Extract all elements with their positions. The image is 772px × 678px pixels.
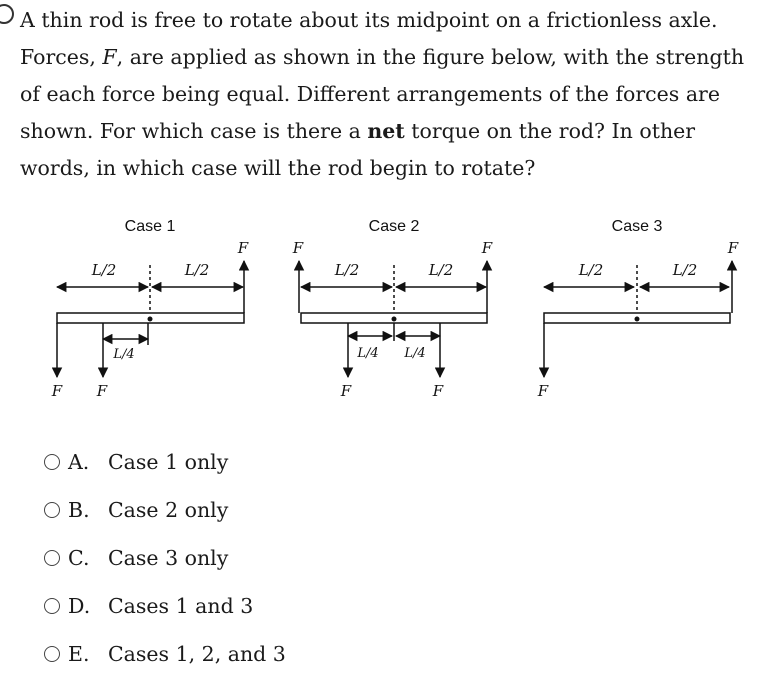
case-2-force-down-right-label: F	[432, 382, 444, 400]
case-3-force-up-label: F	[727, 239, 739, 257]
choice-d-text: Cases 1 and 3	[108, 594, 254, 618]
radio-d[interactable]	[44, 598, 60, 614]
question-part-1: A thin rod is free to rotate about its midpoint on a frictionless axle. Forces,	[20, 8, 718, 69]
question-emphasis-net: net	[367, 119, 405, 143]
case-2-quarter-left-label: L/4	[357, 346, 379, 361]
choice-c-letter: C.	[68, 546, 90, 570]
choice-c[interactable]	[44, 534, 286, 582]
question-part-3: torque on the rod? In other words, in which case will the rod begin to rotate?	[20, 119, 696, 180]
case-3-left-half-label: L/2	[578, 261, 604, 279]
choice-b-letter: B.	[68, 498, 90, 522]
radio-e[interactable]	[44, 646, 60, 662]
torque-figure	[0, 205, 772, 405]
case-2-quarter-right-label: L/4	[404, 346, 426, 361]
question-text	[20, 2, 768, 187]
case-1-force-up-label: F	[237, 239, 249, 257]
choice-e[interactable]	[44, 630, 286, 678]
case-1-right-half-label: L/2	[184, 261, 210, 279]
case-1-pivot	[148, 317, 153, 322]
case-3-title: Case 3	[611, 218, 663, 235]
choice-d-letter: D.	[68, 594, 91, 618]
radio-b[interactable]	[44, 502, 60, 518]
choice-c-text: Case 3 only	[108, 546, 229, 570]
choice-e-letter: E.	[68, 642, 90, 666]
radio-c[interactable]	[44, 550, 60, 566]
choice-b-text: Case 2 only	[108, 498, 229, 522]
choice-e-text: Cases 1, 2, and 3	[108, 642, 286, 666]
choice-a[interactable]	[44, 438, 286, 486]
case-2-pivot	[392, 317, 397, 322]
case-2-title: Case 2	[368, 218, 420, 235]
question-marker	[0, 4, 14, 24]
choice-b[interactable]	[44, 486, 286, 534]
case-2-force-up-right-label: F	[481, 239, 493, 257]
case-3-force-down-label: F	[537, 382, 549, 400]
choice-a-letter: A.	[68, 450, 90, 474]
case-1-force-down-end-label: F	[51, 382, 63, 400]
case-2-force-up-left-label: F	[292, 239, 304, 257]
case-1-force-down-quarter-label: F	[96, 382, 108, 400]
case-1-quarter-label: L/4	[113, 347, 135, 362]
question-part-2: , are applied as shown in the figure below, with the strength of each force being equal. Different arrangements of the forces are shown. For which case is there a	[20, 45, 745, 143]
answer-choices	[44, 438, 286, 678]
case-3-right-half-label: L/2	[672, 261, 698, 279]
question-variable-f: F	[102, 45, 117, 69]
case-3-pivot	[635, 317, 640, 322]
radio-a[interactable]	[44, 454, 60, 470]
case-2-right-half-label: L/2	[428, 261, 454, 279]
case-1-left-half-label: L/2	[91, 261, 117, 279]
case-2-left-half-label: L/2	[334, 261, 360, 279]
case-1-title: Case 1	[124, 218, 176, 235]
case-2-force-down-left-label: F	[340, 382, 352, 400]
choice-a-text: Case 1 only	[108, 450, 229, 474]
choice-d[interactable]	[44, 582, 286, 630]
